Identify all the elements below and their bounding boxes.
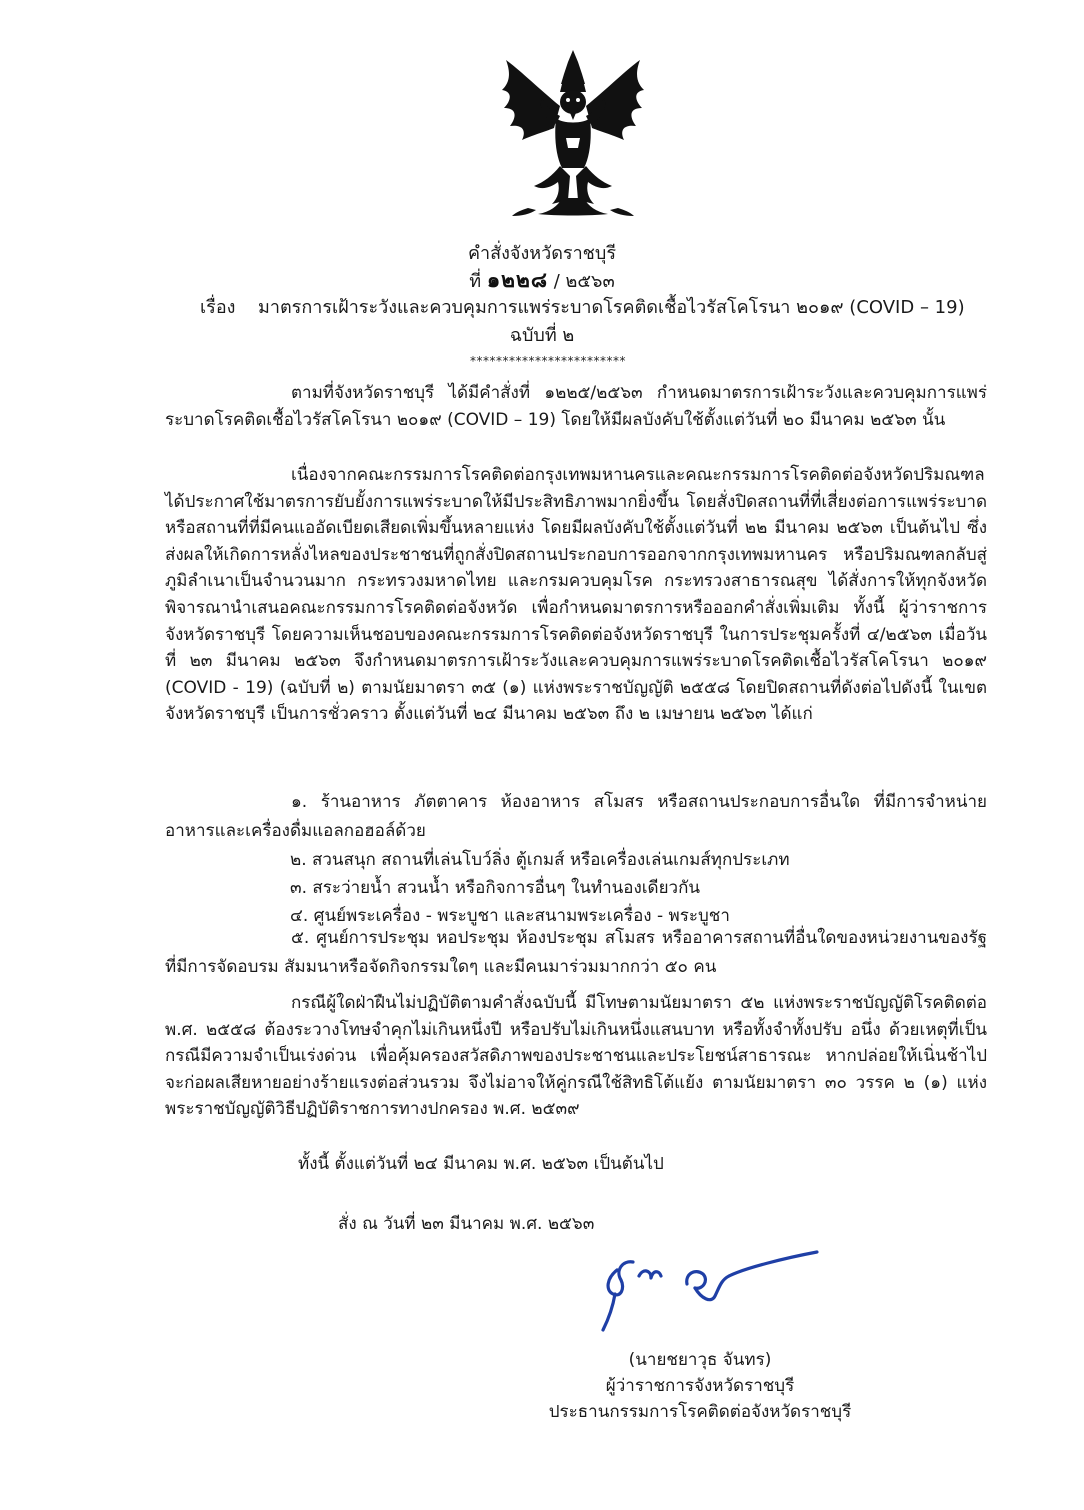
list-item-1-text: ๑. ร้านอาหาร ภัตตาคาร ห้องอาหาร สโมสร หรือสถานประกอบการอื่นใด ที่มีการจำหน่ายอาหารและเครื่องดื่มแอลกอฮอล์ด้วย [165,792,987,841]
handwritten-signature [595,1240,825,1335]
signatory-role: ประธานกรรมการโรคติดต่อจังหวัดราชบุรี [548,1402,852,1422]
effective-date: ทั้งนี้ ตั้งแต่วันที่ ๒๔ มีนาคม พ.ศ. ๒๕๖๓ เป็นต้นไป [298,1154,664,1174]
order-date: สั่ง ณ วันที่ ๒๓ มีนาคม พ.ศ. ๒๕๖๓ [338,1214,595,1234]
signatory-name: (นายชยาวุธ จันทร) [628,1350,772,1370]
list-item-1 [165,788,987,846]
paragraph-penalty [165,990,987,1123]
issue-number: ฉบับที่ ๒ [509,325,575,346]
paragraph-reason [165,462,987,728]
order-title: คำสั่งจังหวัดราชบุรี [467,243,616,264]
garuda-emblem-icon [498,48,648,218]
order-number-suffix: / ๒๕๖๓ [553,271,615,292]
list-item-4: ๔. ศูนย์พระเครื่อง - พระบูชา และสนามพระเครื่อง - พระบูชา [290,906,730,926]
paragraph-background-text: ตามที่จังหวัดราชบุรี ได้มีคำสั่งที่ ๑๒๒๕/๒๕๖๓ กำหนดมาตรการเฝ้าระวังและควบคุมการแพร่ระบาดโรคติดเชื้อไวรัสโคโรนา ๒๐๑๙ (COVID – 19) โดยให้มีผลบังคับใช้ตั้งแต่วันที่ ๒๐ มีนาคม ๒๕๖๓ นั้น [165,383,987,430]
signatory-position: ผู้ว่าราชการจังหวัดราชบุรี [605,1376,795,1396]
paragraph-background [165,380,987,433]
subject-text: มาตรการเฝ้าระวังและควบคุมการแพร่ระบาดโรคติดเชื้อไวรัสโคโรนา ๒๐๑๙ (COVID – 19) [258,297,965,318]
paragraph-reason-text: เนื่องจากคณะกรรมการโรคติดต่อกรุงเทพมหานครและคณะกรรมการโรคติดต่อจังหวัดปริมณฑล ได้ประกาศใช้มาตรการยับยั้งการแพร่ระบาดให้มีประสิทธิภาพมากยิ่งขึ้น โดยสั่งปิดสถานที่ที่เสี่ยงต่อการแพร่ระบาด หรือสถานที่ที่มีคนแออัดเบียดเสียดเพิ่มขึ้นหลายแห่ง โดยมีผลบังคับใช้ตั้งแต่วันที่ ๒๒ มีนาคม ๒๕๖๓ เป็นต้นไป ซึ่งส่งผลให้เกิดการหลั่งไหลของประชาชนที่ถูกสั่งปิดสถานประกอบการออกจากกรุงเทพมหานคร หรือปริมณฑลกลับสู่ภูมิลำเนาเป็นจำนวนมาก กระทรวงมหาดไทย และกรมควบคุมโรค กระทรวงสาธารณสุข ได้สั่งการให้ทุกจังหวัดพิจารณานำเสนอคณะกรรมการโรคติดต่อจังหวัด เพื่อกำหนดมาตรการหรือออกคำสั่งเพิ่มเติม ทั้งนี้ ผู้ว่าราชการจังหวัดราชบุรี โดยความเห็นชอบของคณะกรรมการโรคติดต่อจังหวัดราชบุรี ในการประชุมครั้งที่ ๔/๒๕๖๓ เมื่อวันที่ ๒๓ มีนาคม ๒๕๖๓ จึงกำหนดมาตรการเฝ้าระวังและควบคุมการแพร่ระบาดโรคติดเชื้อไวรัสโคโรนา ๒๐๑๙ (COVID - 19) (ฉบับที่ ๒) ตามนัยมาตรา ๓๕ (๑) แห่งพระราชบัญญัติ ๒๕๕๘ โดยปิดสถานที่ดังต่อไปดังนี้ ในเขตจังหวัดราชบุรี เป็นการชั่วคราว ตั้งแต่วันที่ ๒๔ มีนาคม ๒๕๖๓ ถึง ๒ เมษายน ๒๕๖๓ ได้แก่ [165,465,987,725]
subject-line [200,292,965,321]
separator-stars: ************************ [470,354,626,368]
order-number-handwritten: ๑๒๒๘ [486,267,549,292]
list-item-5-text: ๕. ศูนย์การประชุม หอประชุม ห้องประชุม สโมสร หรืออาคารสถานที่อื่นใดของหน่วยงานของรัฐ ที่มีการจัดอบรม สัมมนาหรือจัดกิจกรรมใดๆ และมีคนมาร่วมมากกว่า ๕๐ คน [165,928,987,977]
paragraph-penalty-text: กรณีผู้ใดฝ่าฝืนไม่ปฏิบัติตามคำสั่งฉบับนี้ มีโทษตามนัยมาตรา ๕๒ แห่งพระราชบัญญัติโรคติดต่อ พ.ศ. ๒๕๕๘ ต้องระวางโทษจำคุกไม่เกินหนึ่งปี หรือปรับไม่เกินหนึ่งแสนบาท หรือทั้งจำทั้งปรับ อนึ่ง ด้วยเหตุที่เป็นกรณีมีความจำเป็นเร่งด่วน เพื่อคุ้มครองสวัสดิภาพของประชาชนและประโยชน์สาธารณะ หากปล่อยให้เนิ่นช้าไป จะก่อผลเสียหายอย่างร้ายแรงต่อส่วนรวม จึงไม่อาจให้คู่กรณีใช้สิทธิโต้แย้ง ตามนัยมาตรา ๓๐ วรรค ๒ (๑) แห่งพระราชบัญญัติวิธีปฏิบัติราชการทางปกครอง พ.ศ. ๒๕๓๙ [165,993,987,1120]
list-item-2: ๒. สวนสนุก สถานที่เล่นโบว์ลิ่ง ตู้เกมส์ หรือเครื่องเล่นเกมส์ทุกประเภท [290,850,790,870]
subject-label: เรื่อง [200,297,236,318]
list-item-3: ๓. สระว่ายน้ำ สวนน้ำ หรือกิจการอื่นๆ ในทำนองเดียวกัน [290,878,701,898]
order-number-prefix: ที่ [469,271,482,292]
list-item-5 [165,924,987,982]
